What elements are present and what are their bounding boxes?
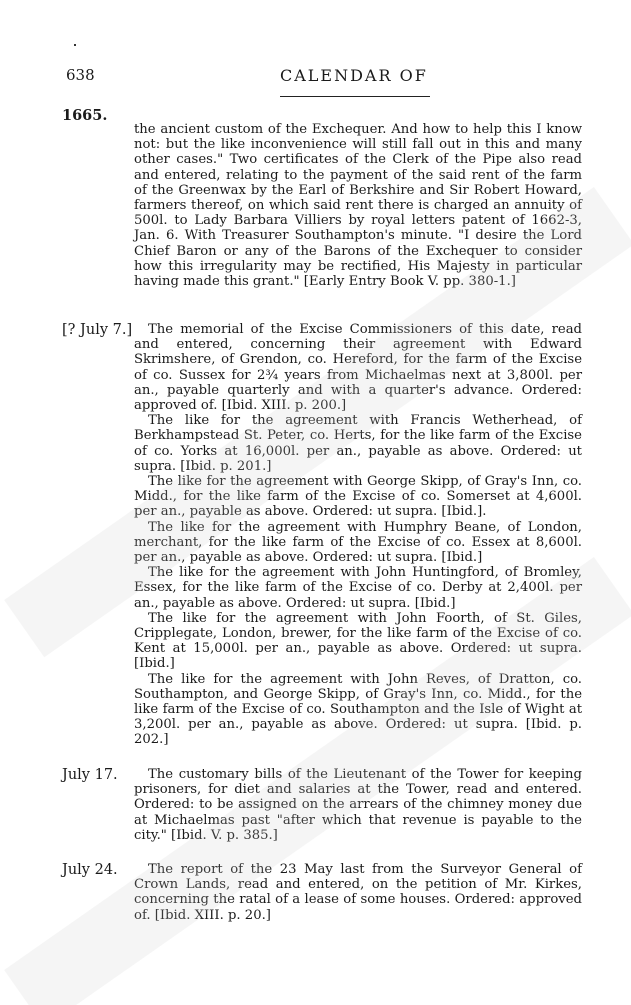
entry-paragraph: The customary bills of the Lieutenant of the Tower for keeping prisoners, for diet and salaries at the Tower, read and entered. Ordered: to be assigned on the arrears of the chimney money due at Michaelmas past "after which that revenue is payable to the city." [Ibid. V. p. 385.]: [134, 767, 582, 843]
entry-paragraph: The like for the agreement with Francis Wetherhead, of Berkhampstead St. Peter, co. Herts, for the like farm of the Excise of co. Yorks at 16,000l. per an., payable as above. Ordered: ut supra. [Ibid. p. 201.]: [134, 413, 582, 474]
header-rule: [280, 96, 430, 97]
entry-date: July 24.: [62, 862, 118, 878]
entry-body: [134, 122, 582, 289]
entry-paragraph: The like for the agreement with John Foorth, of St. Giles, Cripplegate, London, brewer, for the like farm of the Excise of co. Kent at 15,000l. per an., payable as above. Ordered: ut supra. [Ibid.]: [134, 610, 582, 672]
entry-date: July 17.: [62, 767, 118, 783]
entry-paragraph: The like for the agreement with Humphry Beane, of London, merchant, for the like farm of the Excise of co. Essex at 8,600l. per an., payable as above. Ordered: ut supra. [Ibid.]: [134, 519, 582, 566]
entry-paragraph: The memorial of the Excise Commissioners of this date, read and entered, concerning their agreement with Edward Skrimshere, of Grendon, co. Hereford, for the farm of the Excise of co. Sussex for 2¾ years from Michaelmas next at 3,800l. per an., payable quarterly and with a quarter's advance. Ordered: approved of. [Ibid. XIII. p. 200.]: [134, 322, 582, 414]
page-speck: [74, 44, 76, 46]
entry-date: [? July 7.]: [62, 322, 133, 338]
entry-paragraph: the ancient custom of the Exchequer. And how to help this I know not: but the like inconvenience will still fall out in this and many other cases." Two certificates of the Clerk of the Pipe also read and entered, relating to the payment of the said rent of the farm of the Greenwax by the Earl of Berkshire and Sir Robert Howard, farmers thereof, on which said rent there is charged an annuity of 500l. to Lady Barbara Villiers by royal letters patent of 1662-3, Jan. 6. With Treasurer Southampton's minute. "I desire the Lord Chief Baron or any of the Barons of the Exchequer to consider how this irregularity may be rectified, His Majesty in particular having made this grant." [Early Entry Book V. pp. 380-1.]: [134, 122, 582, 290]
entry-paragraph: The like for the agreement with George Skipp, of Gray's Inn, co. Midd., for the like farm of the Excise of co. Somerset at 4,600l. per an., payable as above. Ordered: ut supra. [Ibid.].: [134, 474, 582, 520]
entry-paragraph: The like for the agreement with John Huntingford, of Bromley, Essex, for the like farm of the Excise of co. Derby at 2,400l. per an., payable as above. Ordered: ut supra. [Ibid.]: [134, 565, 582, 611]
entry-paragraph: The report of the 23 May last from the Surveyor General of Crown Lands, read and entered, on the petition of Mr. Kirkes, concerning the ratal of a lease of some houses. Ordered: approved of. [Ibid. XIII. p. 20.]: [134, 862, 582, 923]
page-header: [0, 66, 631, 90]
entry-body: [134, 862, 582, 923]
entry-body: [134, 322, 582, 748]
entry-date: 1665.: [62, 107, 108, 124]
entry-body: [134, 767, 582, 843]
running-title: CALENDAR OF: [280, 66, 428, 85]
page-number: 638: [66, 66, 95, 84]
entry-paragraph: The like for the agreement with John Reves, of Dratton, co. Southampton, and George Skipp, of Gray's Inn, co. Midd., for the like farm of the Excise of co. Southampton and the Isle of Wight at 3,200l. per an., payable as above. Ordered: ut supra. [Ibid. p. 202.]: [134, 671, 582, 748]
